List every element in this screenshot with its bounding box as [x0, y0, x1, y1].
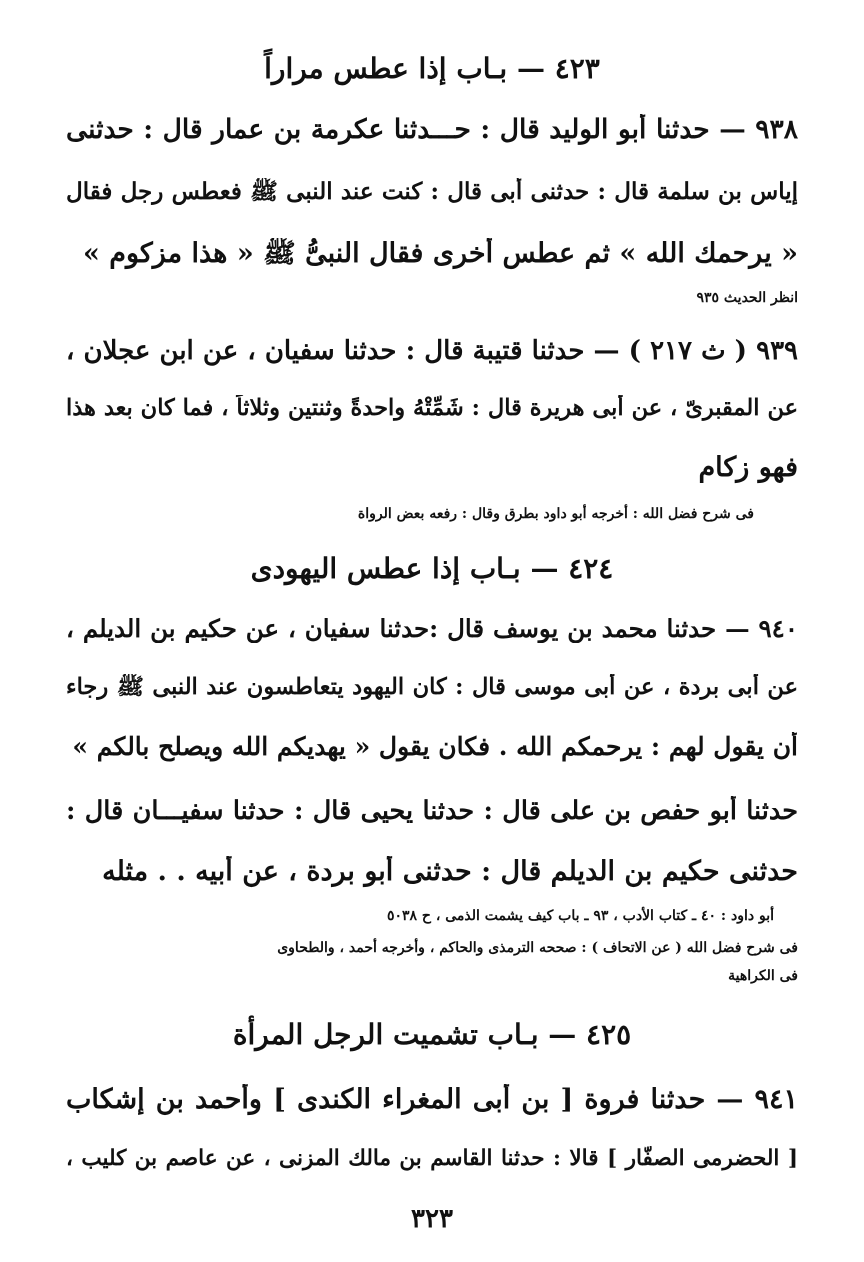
chapter-heading: ٤٢٣ — بـاب إذا عطس مراراً — [264, 52, 600, 85]
footnote: فى شرح فضل الله : أخرجه أبو داود بطرق وقال : رفعه بعض الرواة — [357, 506, 754, 522]
footnote: انظر الحديث ٩٣٥ — [696, 290, 798, 306]
hadith-line: فهو زكام — [698, 452, 798, 483]
hadith-line: أن يقول لهم : يرحمكم الله . فكان يقول « يهديكم الله ويصلح بالكم » — [72, 732, 798, 761]
hadith-line: حدثنى حكيم بن الديلم قال : حدثنى أبو بردة ، عن أبيه . . مثله — [102, 856, 798, 887]
hadith-line: حدثنا أبو حفص بن على قال : حدثنا يحيى قال : حدثنا سفيـــان قال : — [66, 796, 798, 826]
hadith-line: إياس بن سلمة قال : حدثنى أبى قال : كنت عند النبى ﷺ فعطس رجل فقال — [66, 178, 798, 205]
footnote: فى شرح فضل الله ( عن الاتحاف ) : صححه الترمذى والحاكم ، وأخرجه أحمد ، والطحاوى — [277, 940, 798, 956]
hadith-line: ٩٣٩ ( ث ٢١٧ ) — حدثنا قتيبة قال : حدثنا سفيان ، عن ابن عجلان ، — [66, 336, 798, 366]
hadith-line: عن أبى بردة ، عن أبى موسى قال : كان اليهود يتعاطسون عند النبى ﷺ رجاء — [66, 674, 798, 700]
hadith-line: ٩٤١ — حدثنا فروة [ بن أبى المغراء الكندى ] وأحمد بن إشكاب — [66, 1084, 798, 1115]
hadith-line: ٩٣٨ — حدثنا أبو الوليد قال : حـــدثنا عكرمة بن عمار قال : حدثنى — [66, 114, 798, 145]
hadith-line: « يرحمك الله » ثم عطس أخرى فقال النبىُّ ﷺ « هذا مزكوم » — [82, 238, 798, 269]
footnote: فى الكراهية — [728, 968, 798, 984]
footnote: أبو داود : ٤٠ ـ كتاب الأدب ، ٩٣ ـ باب كيف يشمت الذمى ، ح ٥٠٣٨ — [386, 908, 774, 924]
hadith-line: عن المقبرىّ ، عن أبى هريرة قال : شَمِّتْهُ واحدةً وثنتين وثلاثاً ، فما كان بعد هذا — [66, 395, 798, 421]
page-number: ٣٢٣ — [411, 1204, 453, 1234]
hadith-line: ٩٤٠ — حدثنا محمد بن يوسف قال :حدثنا سفيان ، عن حكيم بن الديلم ، — [66, 614, 798, 643]
chapter-heading: ٤٢٥ — بـاب تشميت الرجل المرأة — [232, 1018, 632, 1051]
chapter-heading: ٤٢٤ — بـاب إذا عطس اليهودى — [250, 552, 614, 585]
hadith-line: [ الحضرمى الصفَّار ] قالا : حدثنا القاسم بن مالك المزنى ، عن عاصم بن كليب ، — [66, 1146, 798, 1171]
